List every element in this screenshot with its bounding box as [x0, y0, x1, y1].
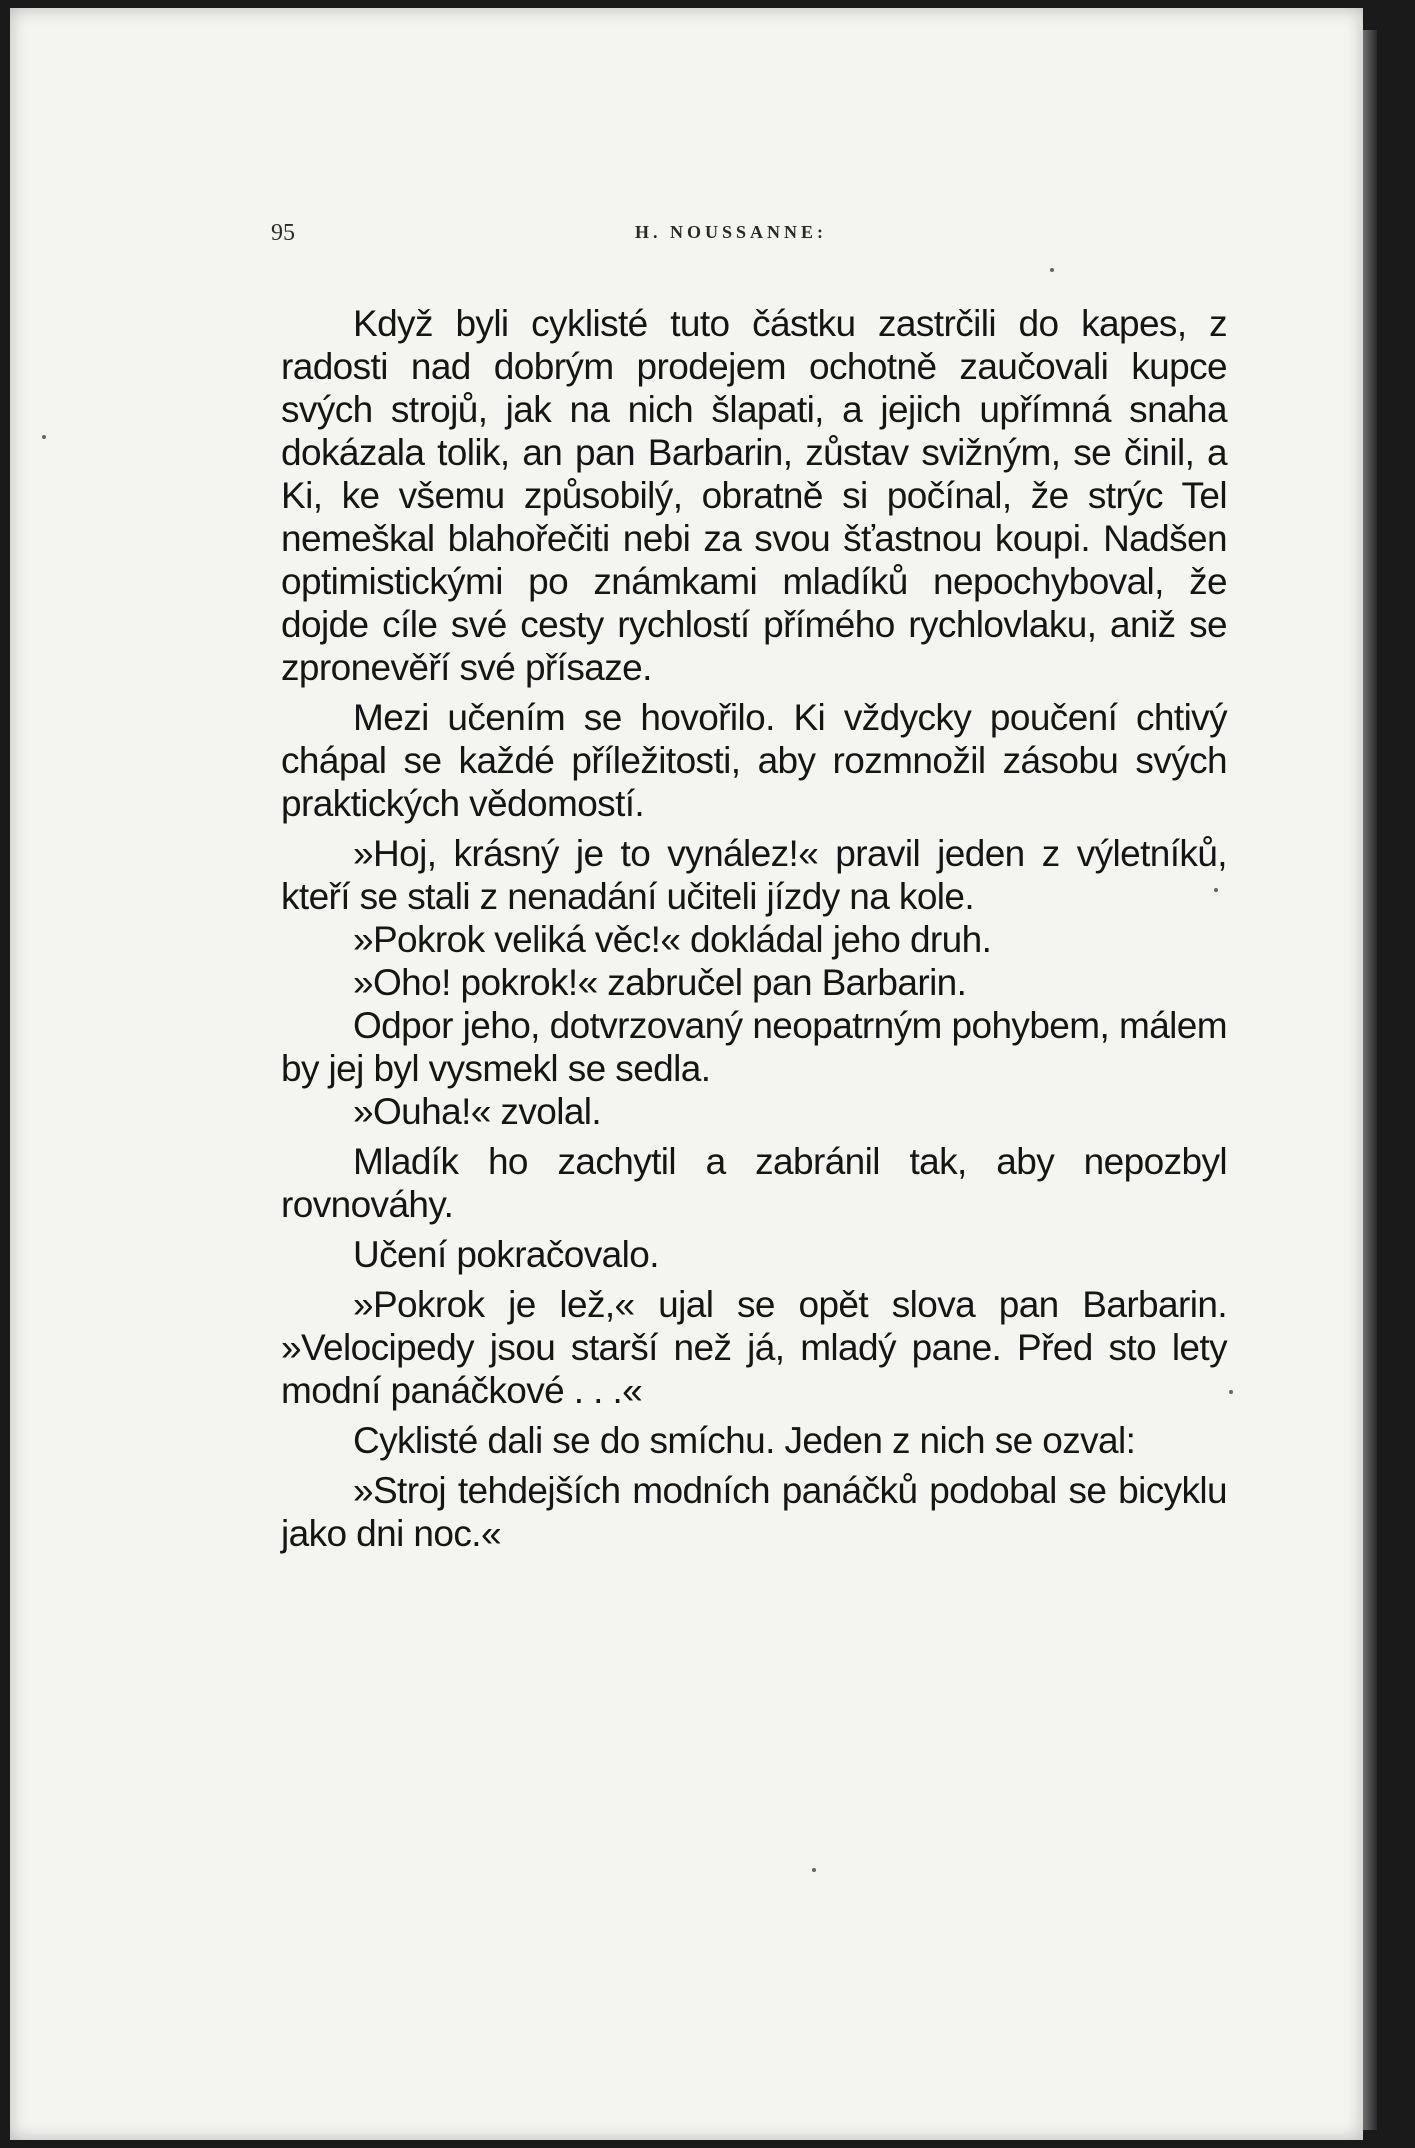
paragraph: Cyklisté dali se do smíchu. Jeden z nich se ozval: — [353, 1420, 1136, 1461]
paragraph: »Pokrok veliká věc!« dokládal jeho druh. — [353, 919, 992, 960]
paragraph: Mladík ho zachytil a zabránil tak, aby nepozbyl rovnováhy. — [281, 1141, 1227, 1225]
paper-speck — [42, 435, 46, 439]
paragraph: Učení pokračovalo. — [353, 1234, 659, 1275]
body-text — [281, 302, 1227, 1562]
page-number: 95 — [271, 220, 295, 246]
paragraph: »Ouha!« zvolal. — [353, 1091, 602, 1132]
paragraph: Když byli cyklisté tuto částku zastrčili do kapes, z radosti nad dobrým prodejem ochotně zaučovali kupce svých strojů, jak na nich šlapati, a jejich upřímná snaha dokázala tolik, an pan Barbarin, zůstav svižným, se činil, a Ki, ke všemu způsobilý, obratně si počínal, že strýc Tel nemeškal blahořečiti nebi za svou šťastnou koupi. Nadšen optimistickými po známkami mladíků nepochyboval, že dojde cíle své cesty rychlostí přímého rychlovlaku, aniž se zpronevěří své přísaze. — [281, 303, 1227, 688]
paragraph: »Pokrok je lež,« ujal se opět slova pan Barbarin. »Velocipedy jsou starší než já, mladý pane. Před sto lety modní panáčkové . . .« — [281, 1284, 1227, 1411]
author-header: H. NOUSSANNE: — [635, 222, 828, 242]
paper-speck — [1050, 268, 1054, 272]
paragraph: »Oho! pokrok!« zabručel pan Barbarin. — [353, 962, 967, 1003]
paper-speck — [1214, 888, 1218, 892]
page-edge-shadow — [1363, 30, 1377, 2130]
paragraph: »Stroj tehdejších modních panáčků podobal se bicyklu jako dni noc.« — [281, 1470, 1227, 1554]
paragraph: Mezi učením se hovořilo. Ki vždycky poučení chtivý chápal se každé příležitosti, aby rozmnožil zásobu svých praktických vědomostí. — [281, 697, 1227, 824]
paper-speck — [1229, 1390, 1233, 1394]
paragraph: »Hoj, krásný je to vynález!« pravil jeden z výletníků, kteří se stali z nenadání učiteli jízdy na kole. — [281, 833, 1227, 917]
paper-speck — [812, 1868, 816, 1872]
running-header — [271, 220, 1231, 256]
paragraph: Odpor jeho, dotvrzovaný neopatrným pohybem, málem by jej byl vysmekl se sedla. — [281, 1005, 1227, 1089]
